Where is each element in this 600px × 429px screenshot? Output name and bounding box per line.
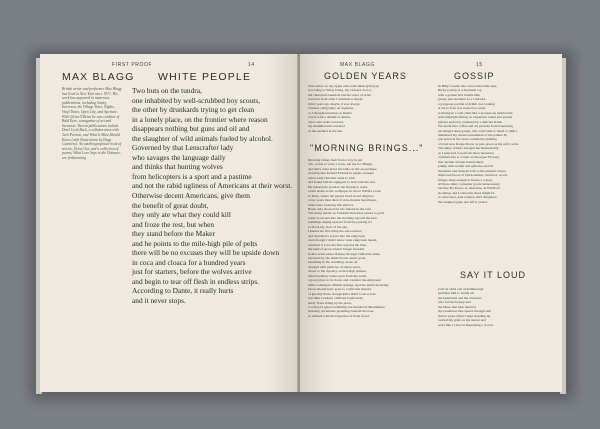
poem-line: who wants to write a book, tell me too Blaggi, — [308, 162, 373, 167]
poem-line: even though I didn't know what empyrean meant, — [308, 238, 378, 243]
poem-line: just spiral in the street commonly pushing — [438, 137, 497, 142]
poem-line: reclining in a club chair like a prosperous intellectual — [438, 110, 513, 115]
poem-line: improved floors of black-marker windows' wood, — [438, 173, 508, 178]
poem-line: violet shade as the wallpaper in Oscar Wilde's room — [308, 189, 381, 194]
poem-line: mirror years when I slept standing up — [438, 313, 491, 318]
poem-line: there will be no excuses they will be upside down — [132, 248, 280, 258]
poem-line: He burned the poem in the fireplace, some — [308, 184, 368, 189]
poem-line: exchanged deep gossip, who said what to bleed or didn't, — [438, 128, 518, 133]
poem-line: they only ate what they could kill — [132, 210, 231, 220]
poem-line: commercials at a bash on the upper Bowery — [438, 155, 500, 160]
poem-line: thirty years ago maybe it was always — [308, 101, 360, 106]
poem-line: a brand new Range Rover as pale green as his early work. — [438, 141, 520, 146]
poem-line: Cowboys's ghost scribbling one-handed in Montmartre — [308, 304, 385, 309]
poem-line: summon him to testify all — [438, 291, 474, 296]
poem-line: Two huts on the tundra, — [132, 86, 202, 95]
right-running-head: MAX BLAGG — [340, 62, 375, 68]
poem-line: all these shiny consumer goods unnecessary — [438, 181, 500, 186]
poem-line: one inhabited by well-scrubbed boy scouts, — [132, 95, 261, 105]
left-running-head: FIRST PROOF — [112, 62, 153, 68]
poem-line: the slaughter of wild animals fueled by alcohol. — [132, 133, 273, 143]
poem-line: with a golden fizz brushs him, — [438, 92, 481, 97]
poem-line: self-lamplight falling on expensive round and golden — [438, 115, 513, 120]
poem-line: Governed by that Lenscrafter lady — [132, 143, 234, 153]
poem-line: buildings edging upward from the parking lot — [308, 220, 372, 225]
right-page-number: 15 — [476, 62, 483, 68]
poem-golden-years — [308, 84, 426, 133]
right-page — [300, 54, 562, 392]
poem-line: a gorgeous portrait of Klimt tree looking — [438, 101, 495, 106]
poem-line: We drank fine coffee and ate pastries from Greenberg — [438, 124, 513, 129]
poem-line: my loneliness like spears through silk — [438, 309, 491, 314]
poem-line: who fed the beauty and — [438, 300, 471, 305]
poem-line: the other by drunkards trying to get clean — [132, 105, 255, 115]
poem-line: We laughed again and left it at that. — [438, 199, 488, 204]
poem-line: when Lady Ottoline came to visit — [308, 175, 355, 180]
poem-line: in Paris, where the genius lived in sad disgrace — [308, 193, 374, 198]
poem-line: in coca and cloaca for a hundred years — [132, 257, 246, 267]
poem-line: bitter tears watering silk pillows. — [308, 202, 354, 207]
poem-title-morning-brings: "MORNING BRINGS..." — [310, 143, 424, 153]
poem-title-gossip: GOSSIP — [454, 71, 495, 81]
poem-line: in his rocket plane blazing through California skies, — [308, 251, 381, 256]
poem-line: at all as if he was treated on earth, — [438, 106, 486, 111]
poem-line: Call on Ovid call on Kimbrough — [438, 287, 484, 291]
poem-line: assumed it to be the blue beyond the blue, — [308, 242, 367, 247]
poem-line: reversed from what I assumed it meant — [308, 97, 363, 102]
poem-line: that ancient avenue transformed, — [438, 159, 484, 164]
poem-line: and thinks that hunting wolves — [132, 162, 223, 172]
poem-line: carried my grief on my sleeve and — [438, 318, 486, 323]
poem-line: glasses perfectly rendered by a delicate brush. — [438, 119, 503, 124]
poem-line: working like Ronald Firbank in purple trousers — [308, 171, 374, 176]
poem-line: breathing in the crackling ozone air — [308, 260, 358, 265]
poem-line: to other men. And women. And daughters. — [438, 195, 498, 200]
poem-line: and that's what gives me balls on my ass perhaps, — [308, 166, 378, 171]
poem-line: and froze the rest, but when — [132, 219, 215, 229]
poem-line: according to Wing Tsang, my Chinese doctor, — [308, 88, 372, 93]
poem-line: Morning brings mail from a boy in jail — [308, 158, 363, 162]
poem-line: they stand before the Maker — [132, 229, 215, 239]
poem-line: as the needled in the ink. — [308, 128, 343, 133]
poem-line: glossy and obedient as a Labrador, — [438, 97, 487, 102]
author-name: MAX BLAGG — [62, 71, 135, 83]
poem-gossip — [438, 84, 552, 204]
poem-line: and begin to tear off flesh in endless strips. — [132, 276, 259, 286]
poem-morning-brings — [308, 158, 426, 318]
poem-line: disappears nothing but guns and oil and — [132, 124, 250, 134]
poem-line: to block my view of the sky. — [308, 224, 348, 229]
poem-line: charged with particles of sheep space, — [308, 264, 361, 269]
poem-line: study Trees riding by the place, — [308, 300, 352, 305]
poem-line: the Muse that bare interred — [438, 304, 476, 309]
poem-line: tattoo and order reversed, — [308, 119, 344, 124]
poem-say-it-loud — [438, 287, 552, 327]
poem-line: or I thought kneeling on Rush's — [308, 110, 352, 115]
poem-line: and it never stops. — [132, 296, 186, 306]
poem-line: my muddled arm revealed — [308, 124, 345, 129]
poem-line: wept like a cartoon dispensing a crowd. — [438, 322, 494, 327]
poem-line: morning pavements gleaming beneath the base — [308, 309, 374, 314]
poem-line: the characters identical but the order of order — [308, 92, 372, 97]
poem-title-golden-years: GOLDEN YEARS — [324, 71, 407, 81]
poem-line: According to Dante, it really hurts — [132, 286, 234, 296]
poem-line: dismissed my absurd resentment of the painter B., — [438, 132, 509, 137]
poem-line: as I prepared to perform more monetary — [438, 150, 494, 155]
left-page — [40, 54, 298, 392]
poem-line: a good place to lie down and consider the empyrean — [308, 278, 381, 283]
poem-line: last time I looked, civilized boulevards, — [308, 296, 364, 301]
poem-line: but like B's Rover, so desirable, as Wildford — [438, 186, 500, 191]
poem-line: and found him ill-equipped to deal with the real. — [308, 180, 376, 185]
poem-line: The many tenant on Franklin Street has turned to gold — [308, 211, 384, 216]
poem-line: I kissed the first thing the sun touched — [308, 229, 362, 234]
poem-line: Otherwise decent Americans, give them — [132, 191, 251, 201]
poem-line: Oscar should have gone to California instead — [308, 287, 371, 292]
poem-line: a few years than died of slow-motion heartbreak, — [308, 198, 377, 203]
poem-white-people — [132, 86, 292, 306]
poem-title-say-it-loud: SAY IT LOUD — [460, 270, 527, 280]
poem-line: where healing waters pour from the earth, — [308, 273, 367, 278]
poem-line: in a lonely place, on the frontier where reason — [132, 114, 268, 124]
poem-line: and he points to the mile-high pile of pelts — [132, 238, 258, 248]
poem-line: from helicopters is a sport and a pastime — [132, 171, 252, 181]
poem-line: The shiny vehicle enraged me momentarily — [438, 146, 499, 151]
poem-line: and not the rabid ugliness of Americans at their worst. — [132, 181, 293, 191]
poem-line: fridges large enough to freeze a corpse, — [438, 177, 494, 182]
poem-line: closer to the mystery on that high plateau, — [308, 269, 367, 274]
poem-line: the kind of space Chuck Yeager invaded — [308, 247, 365, 252]
poem-line: This rumor on my upper arm reads think giving up — [308, 84, 380, 88]
poem-line: who savages the language daily — [132, 152, 226, 162]
poem-title-white-people: WHITE PEOPLE — [158, 71, 252, 83]
poem-line: of gloomy Paris, though Paris didn't look so bad — [308, 291, 376, 296]
poem-line: Ricky posing as a monkish cap — [438, 88, 482, 93]
poem-line: Bosie only showed for the funeral in the rain. — [308, 206, 372, 211]
poem-line: plump with wealth and galleries and art — [438, 164, 494, 169]
poem-line: couch with a dishful of shrink, — [308, 115, 351, 120]
poem-line: the musicians and the actresses — [438, 295, 482, 300]
author-bio: British writer and performer Max Blagg has lived in New York since 1971. His work has appeared in numerous publications, including Vanity, Interview, the Village Voice, Nights, Vinyl Times, Open City, and Aperture. With Glenn O'Brien he was coeditor of Bald Eyes, a magazine of art and literature. Recent publications include Don't Look Back, a collaboration with Jack Pierson, and What It Must Should Know (with illustrations by Hugo Guinness). An autobiographical book of stories, Ticket Out, and a collection of poems, What Love Says to the Distance, are forthcoming. — [62, 87, 122, 160]
poem-line: and launched a prayer into the empyrean — [308, 233, 365, 238]
poem-line: so infused with the fragrance of fresh bread. — [308, 313, 370, 318]
poem-line: executed by the small brown desert gods, — [308, 255, 366, 260]
poem-line: In Billy's studio she colors listen like taps, — [438, 84, 498, 88]
left-page-number: 14 — [248, 62, 255, 68]
poem-line: Chinese calligraphy on Japanese — [308, 106, 354, 111]
poem-line: while soaking in lithium springs, Apache spirits hovering. — [308, 282, 389, 287]
poem-line: ready to ascend into the morning beyond the new — [308, 215, 378, 220]
poem-line: the benefit of great doubt, — [132, 200, 209, 210]
poem-line: museums and monster lofts with southern views, — [438, 168, 507, 173]
poem-line: just for starters, before the wolves arrive — [132, 267, 252, 277]
poem-line: stockings and Louboutin shoes might be — [438, 190, 495, 195]
